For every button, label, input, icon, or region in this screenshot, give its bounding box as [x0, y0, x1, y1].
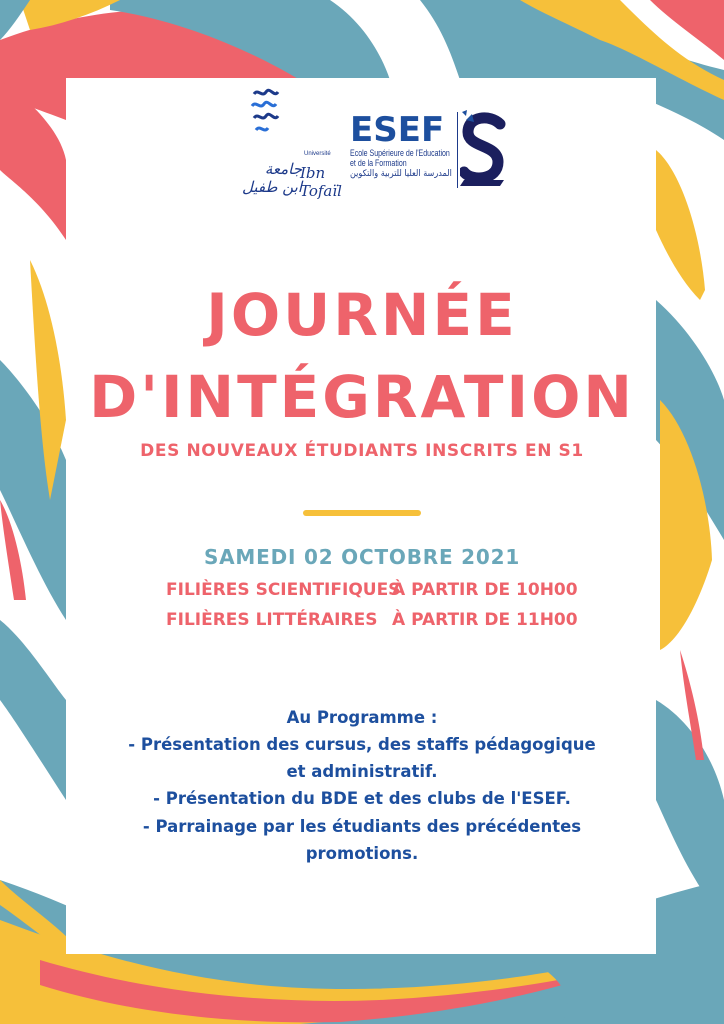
esef-subtitle-line2: et de la Formation	[350, 158, 407, 169]
schedule-scientific-time: À PARTIR DE 10H00	[392, 580, 578, 600]
program-item-2: - Présentation du BDE et des clubs de l'ESEF.	[153, 789, 571, 808]
university-label: Université	[304, 151, 331, 157]
university-ibn-tofail-logo	[242, 88, 342, 200]
program-item-1-line1: - Présentation des cursus, des staffs pédagogique	[128, 735, 596, 754]
esef-acronym: ESEF	[350, 110, 445, 150]
title-line-1: JOURNÉE	[206, 281, 518, 349]
schedule-scientific-label: FILIÈRES SCIENTIFIQUES	[166, 580, 401, 600]
accent-divider	[303, 510, 421, 516]
university-latin-name: Ibn Tofaïl	[300, 164, 342, 200]
esef-arabic-name: المدرسة العليا للتربية والتكوين	[350, 169, 452, 179]
esef-divider	[457, 112, 458, 188]
title-line-2: D'INTÉGRATION	[89, 363, 635, 431]
program-item-1-line2: et administratif.	[286, 762, 438, 781]
program-item-3-line2: promotions.	[305, 844, 419, 863]
schedule-literary-label: FILIÈRES LITTÉRAIRES	[166, 610, 378, 630]
esef-emblem-icon	[460, 110, 506, 186]
event-date: SAMEDI 02 OCTOBRE 2021	[203, 545, 521, 569]
title-subtitle: DES NOUVEAUX ÉTUDIANTS INSCRITS EN S1	[140, 441, 584, 461]
program-header: Au Programme :	[286, 708, 438, 727]
university-emblem-icon	[246, 88, 286, 158]
schedule-literary-time: À PARTIR DE 11H00	[392, 610, 578, 630]
brush-stroke-yellow-right	[656, 150, 705, 300]
esef-logo	[350, 110, 510, 200]
esef-subtitle-line1: Ecole Supérieure de l'Education	[350, 148, 450, 159]
program-item-3-line1: - Parrainage par les étudiants des précédentes	[142, 817, 582, 836]
university-arabic-name: جامعة ابن طفيل	[242, 160, 302, 196]
